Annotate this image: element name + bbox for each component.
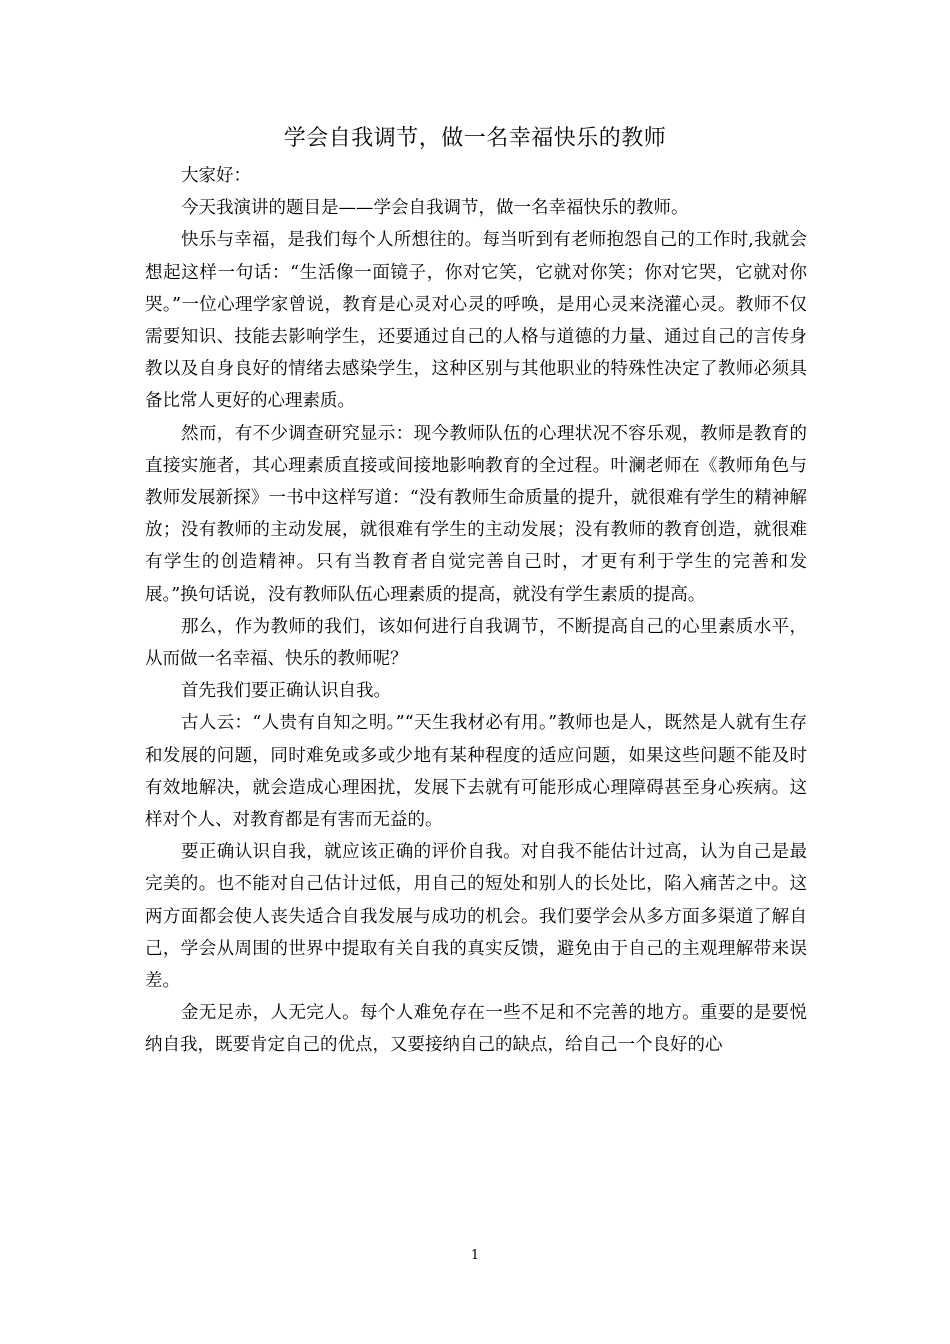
paragraph-greeting: 大家好：	[181, 166, 251, 186]
paragraph-survey: 然而，有不少调查研究显示：现今教师队伍的心理状况不容乐观，教师是教育的直接实施者，其心理素质直接或间接地影响教育的全过程。叶澜老师在《教师角色与教师发展新探》一书中这样写道：“没有教师生命质量的提升，就很难有学生的精神解放；没有教师的主动发展，就很难有学生的主动发展；没有教师的教育创造，就很难有学生的创造精神。只有当教育者自觉完善自己时，才更有利于学生的完善和发展。”换句话说，没有教师队伍心理素质的提高，就没有学生素质的提高。	[145, 423, 807, 605]
paragraph-first-point: 首先我们要正确认识自我。	[181, 681, 391, 702]
document-title: 学会自我调节，做一名幸福快乐的教师	[283, 126, 667, 151]
page-number: 1	[470, 1248, 480, 1263]
paragraph-self-acceptance: 金无足赤，人无完人。每个人难免存在一些不足和不完善的地方。重要的是要悦纳自我，既要肯定自己的优点，又要接纳自己的缺点，给自己一个良好的心	[145, 1003, 807, 1056]
paragraph-topic: 今天我演讲的题目是——学会自我调节，做一名幸福快乐的教师。	[181, 198, 689, 219]
paragraph-question: 那么，作为教师的我们，该如何进行自我调节，不断提高自己的心里素质水平，从而做一名幸福、快乐的教师呢？	[145, 616, 807, 670]
paragraph-self-evaluation: 要正确认识自我，就应该正确的评价自我。对自我不能估计过高，认为自己是最完美的。也不能对自己估计过低，用自己的短处和别人的长处比，陷入痛苦之中。这两方面都会使人丧失适合自我发展与成功的机会。我们要学会从多方面多渠道了解自己，学会从周围的世界中提取有关自我的真实反馈，避免由于自己的主观理解带来误差。	[145, 842, 807, 992]
paragraph-ancient-saying: 古人云：“人贵有自知之明。”“天生我材必有用。”教师也是人，既然是人就有生存和发展的问题，同时难免或多或少地有某种程度的适应问题，如果这些问题不能及时有效地解决，就会造成心理困扰，发展下去就有可能形成心理障碍甚至身心疾病。这样对个人、对教育都是有害而无益的。	[145, 713, 807, 831]
document-body	[145, 160, 807, 1062]
paragraph-happiness: 快乐与幸福，是我们每个人所想往的。每当听到有老师抱怨自己的工作时,我就会想起这样一句话：“生活像一面镜子，你对它笑，它就对你笑；你对它哭，它就对你哭。”一位心理学家曾说，教育是心灵对心灵的呼唤，是用心灵来浇灌心灵。教师不仅需要知识、技能去影响学生，还要通过自己的人格与道德的力量、通过自己的言传身教以及自身良好的情绪去感染学生，这种区别与其他职业的特殊性决定了教师必须具备比常人更好的心理素质。	[145, 230, 807, 412]
